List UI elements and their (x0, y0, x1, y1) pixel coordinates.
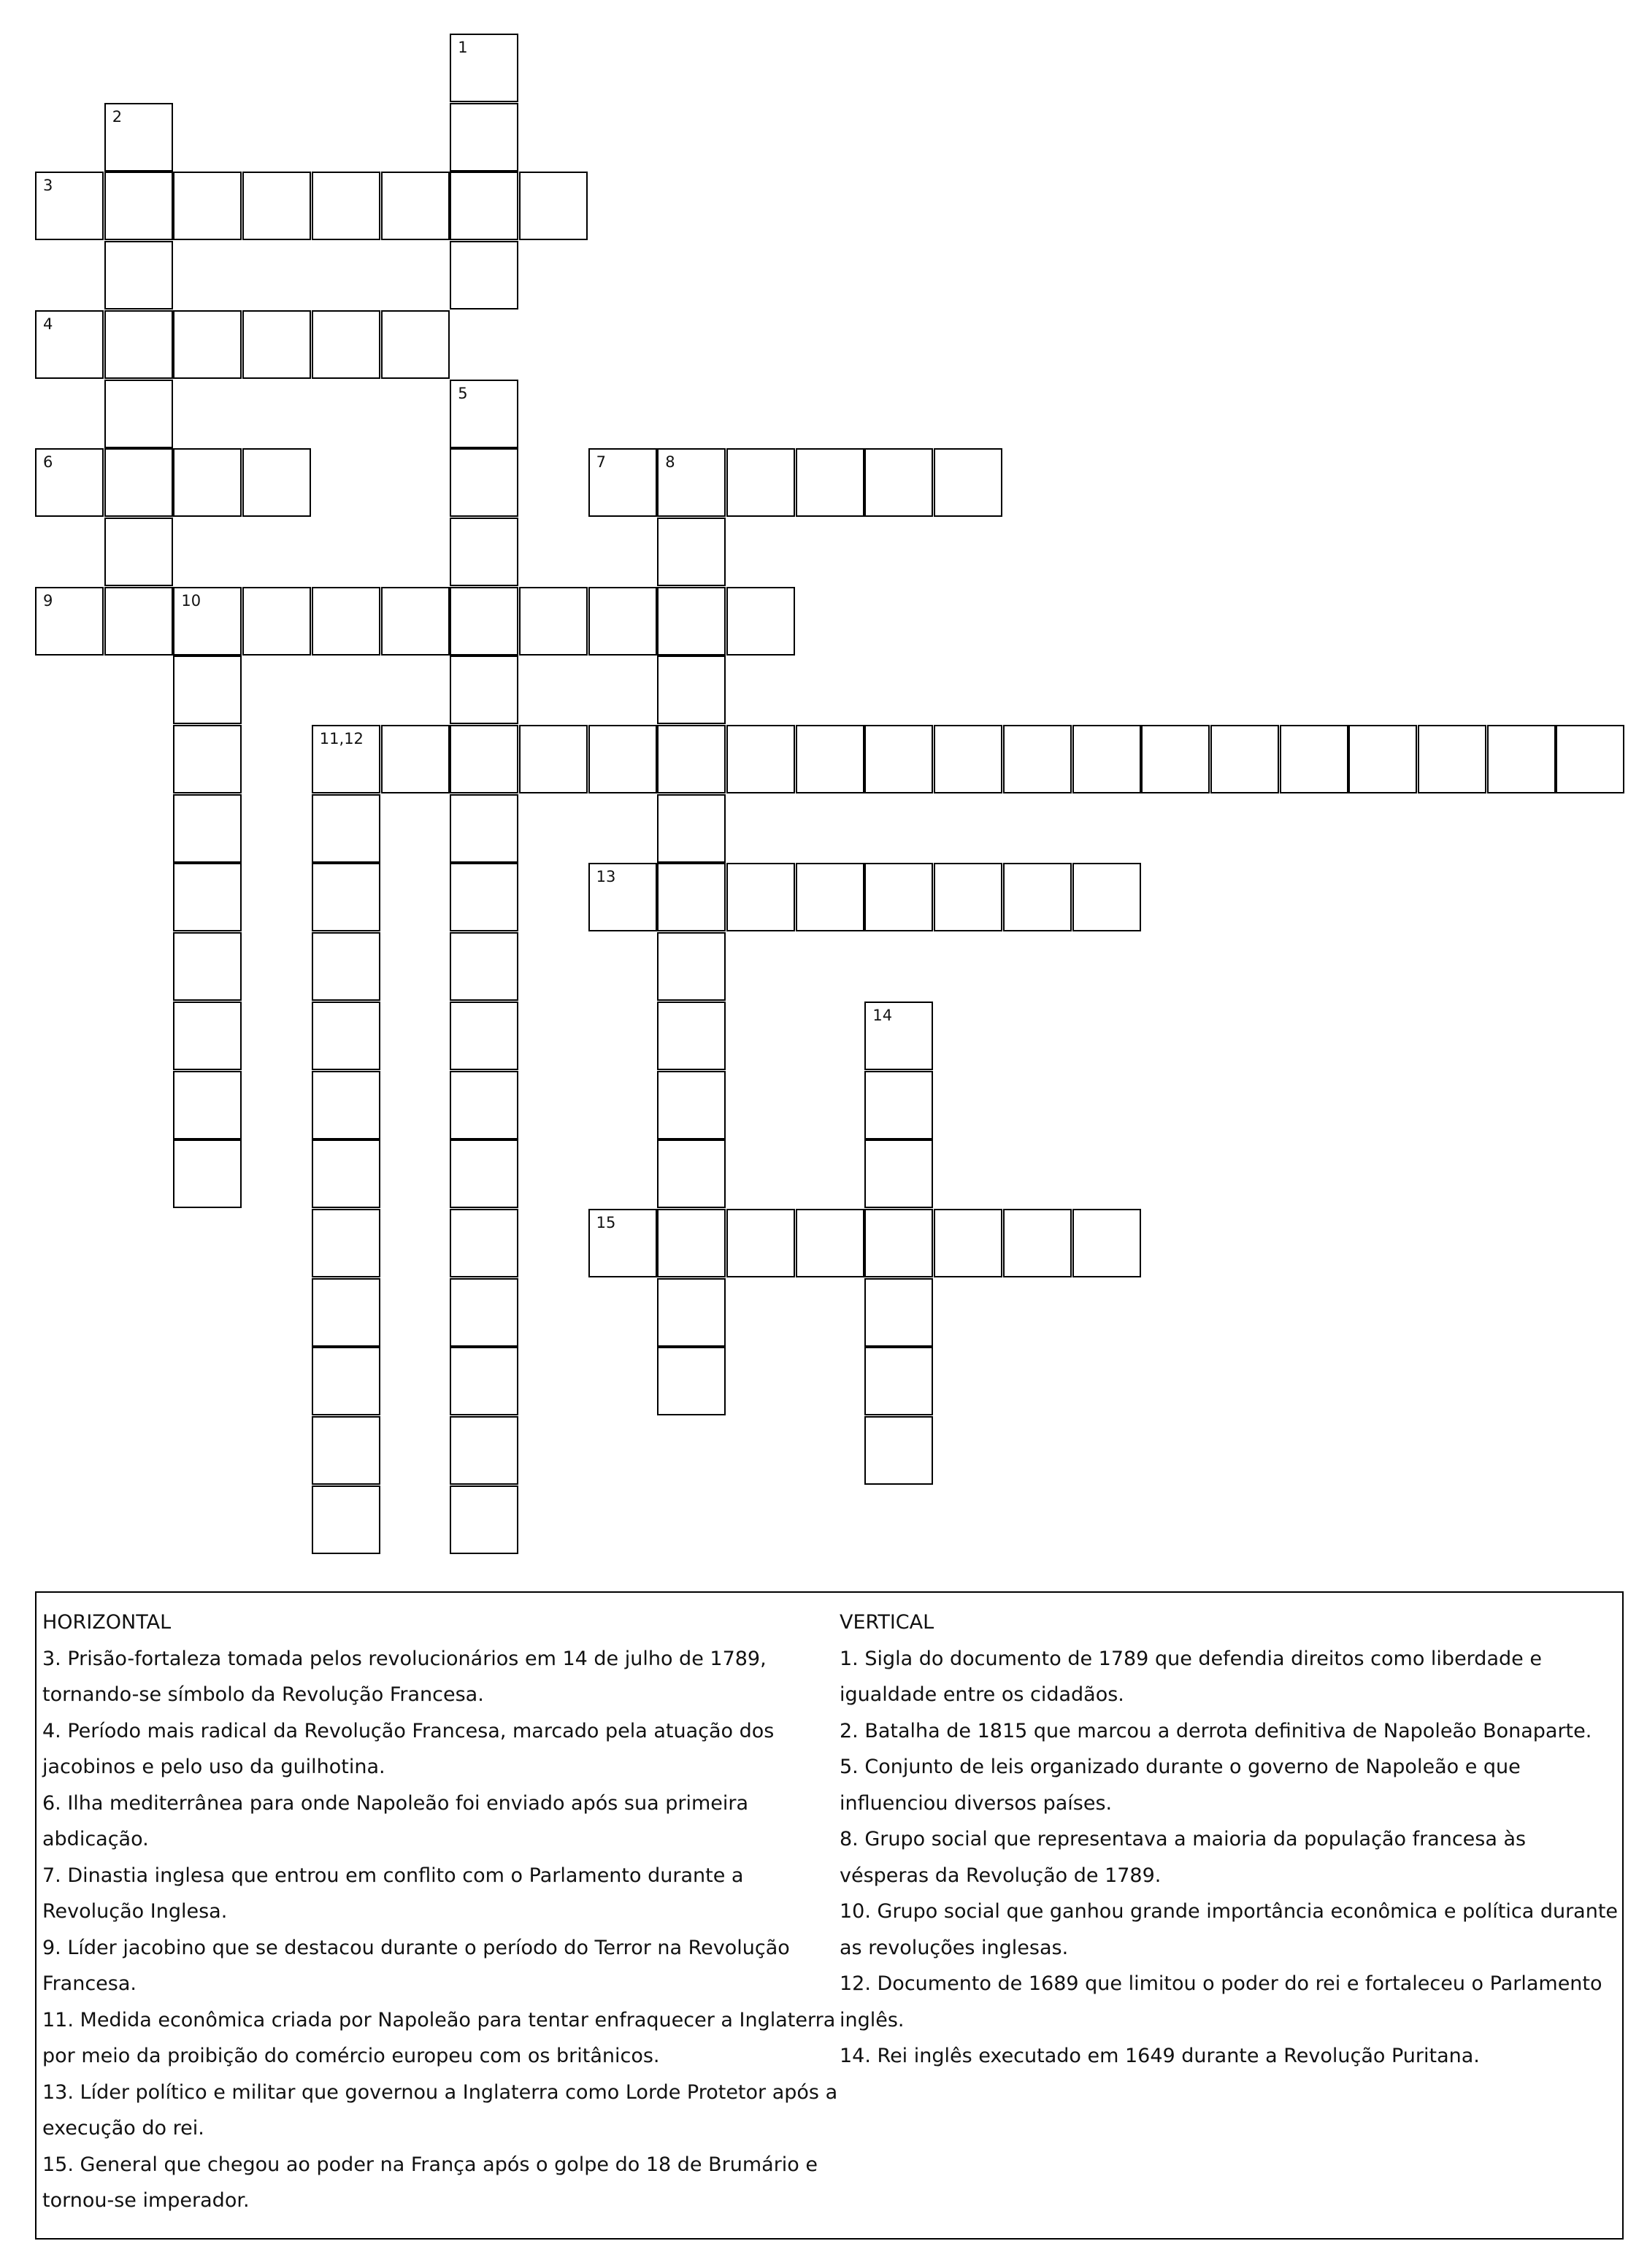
cell-input[interactable] (313, 864, 379, 930)
cell-input[interactable] (866, 726, 932, 792)
grid-cell[interactable] (1141, 725, 1210, 793)
clue-horizontal-7: 7. Dinastia inglesa que entrou em conflito com o Parlamento durante a Revolução Inglesa. (42, 1864, 744, 1923)
cell-input[interactable] (106, 450, 172, 515)
cell-input[interactable] (313, 1280, 379, 1345)
clue-vertical-1: 1. Sigla do documento de 1789 que defendia direitos como liberdade e igualdade entre os cidadãos. (840, 1647, 1542, 1706)
clue-vertical-8: 8. Grupo social que representava a maioria da população francesa às vésperas da Revolução de 1789. (840, 1828, 1527, 1887)
grid-cell[interactable] (104, 380, 173, 448)
clue-horizontal-6: 6. Ilha mediterrânea para onde Napoleão foi enviado após sua primeira abdicação. (42, 1791, 749, 1850)
clue-horizontal-4: 4. Período mais radical da Revolução Francesa, marcado pela atuação dos jacobinos e pelo uso da guilhotina. (42, 1719, 775, 1778)
cell-input[interactable] (451, 864, 517, 930)
grid-cell[interactable] (35, 587, 104, 656)
cell-input[interactable] (451, 173, 517, 239)
cell-input[interactable] (313, 173, 379, 239)
cell-input[interactable] (383, 726, 448, 792)
cell-input[interactable] (383, 312, 448, 377)
cell-input[interactable] (37, 173, 102, 239)
clue-number: 13 (596, 868, 616, 886)
cell-input[interactable] (728, 450, 794, 515)
grid-cell[interactable] (312, 1485, 380, 1554)
grid-cell[interactable] (450, 587, 518, 656)
grid-cell[interactable] (1072, 1209, 1141, 1277)
cell-input[interactable] (866, 1003, 932, 1069)
grid-cell[interactable] (104, 310, 173, 379)
grid-cell[interactable] (1487, 725, 1556, 793)
clue-horizontal-3: 3. Prisão-fortaleza tomada pelos revolucionários em 14 de julho de 1789, tornando-se símbolo da Revolução Francesa. (42, 1647, 767, 1706)
grid-cell[interactable] (657, 1209, 726, 1277)
cell-input[interactable] (1212, 726, 1278, 792)
cell-input[interactable] (313, 796, 379, 861)
cell-input[interactable] (451, 381, 517, 447)
grid-cell[interactable] (312, 863, 380, 931)
cell-input[interactable] (728, 588, 794, 654)
clue-number: 15 (596, 1213, 616, 1231)
cell-input[interactable] (313, 1210, 379, 1276)
cell-input[interactable] (590, 1210, 656, 1276)
cell-input[interactable] (174, 1072, 240, 1138)
cell-input[interactable] (590, 588, 656, 654)
cell-input[interactable] (313, 588, 379, 654)
grid-cell[interactable] (173, 1139, 242, 1208)
grid-cell[interactable] (1210, 725, 1279, 793)
cell-input[interactable] (866, 1072, 932, 1138)
grid-cell[interactable] (657, 863, 726, 931)
cell-input[interactable] (728, 726, 794, 792)
grid-cell[interactable] (312, 310, 380, 379)
grid-cell[interactable] (173, 172, 242, 240)
cell-input[interactable] (451, 796, 517, 861)
grid-cell[interactable] (1003, 863, 1072, 931)
grid-cell[interactable] (864, 725, 933, 793)
clue-vertical-10: 10. Grupo social que ganhou grande importância econômica e política durante as revoluções inglesas. (840, 1900, 1619, 1959)
grid-cell[interactable] (726, 863, 795, 931)
grid-cell[interactable] (312, 172, 380, 240)
cell-input[interactable] (659, 1072, 724, 1138)
grid-cell[interactable] (796, 448, 864, 517)
grid-cell[interactable] (934, 1209, 1002, 1277)
grid-cell[interactable] (312, 932, 380, 1001)
cell-input[interactable] (313, 1003, 379, 1069)
grid-cell[interactable] (1003, 1209, 1072, 1277)
grid-cell[interactable] (796, 725, 864, 793)
grid-cell[interactable] (450, 34, 518, 102)
grid-cell[interactable] (450, 725, 518, 793)
cell-input[interactable] (935, 864, 1001, 930)
grid-cell[interactable] (312, 1002, 380, 1070)
clue-number: 1 (458, 39, 468, 56)
cell-input[interactable] (37, 588, 102, 654)
cell-input[interactable] (244, 588, 310, 654)
grid-cell[interactable] (519, 725, 588, 793)
cell-input[interactable] (174, 173, 240, 239)
grid-cell[interactable] (934, 448, 1002, 517)
grid-cell[interactable] (381, 172, 450, 240)
cell-input[interactable] (659, 1210, 724, 1276)
grid-cell[interactable] (588, 448, 657, 517)
grid-cell[interactable] (450, 1278, 518, 1347)
cell-input[interactable] (1281, 726, 1347, 792)
cell-input[interactable] (797, 726, 863, 792)
grid-cell[interactable] (312, 794, 380, 863)
cell-input[interactable] (521, 588, 586, 654)
clue-number: 5 (458, 384, 468, 402)
grid-cell[interactable] (173, 725, 242, 793)
cell-input[interactable] (797, 864, 863, 930)
grid-cell[interactable] (450, 1071, 518, 1139)
grid-cell[interactable] (312, 725, 380, 793)
grid-cell[interactable] (657, 725, 726, 793)
grid-cell[interactable] (864, 1071, 933, 1139)
cell-input[interactable] (1350, 726, 1416, 792)
grid-cell[interactable] (934, 863, 1002, 931)
grid-cell[interactable] (242, 448, 311, 517)
grid-cell[interactable] (242, 172, 311, 240)
cell-input[interactable] (590, 450, 656, 515)
cell-input[interactable] (659, 726, 724, 792)
cell-input[interactable] (37, 312, 102, 377)
grid-cell[interactable] (1280, 725, 1348, 793)
grid-cell[interactable] (588, 863, 657, 931)
cell-input[interactable] (174, 450, 240, 515)
vertical-clues (840, 1604, 1621, 2075)
grid-cell[interactable] (381, 310, 450, 379)
cell-input[interactable] (797, 1210, 863, 1276)
cell-input[interactable] (106, 173, 172, 239)
cell-input[interactable] (728, 864, 794, 930)
cell-input[interactable] (174, 1003, 240, 1069)
grid-cell[interactable] (450, 1002, 518, 1070)
cell-input[interactable] (1419, 726, 1485, 792)
cell-input[interactable] (1557, 726, 1623, 792)
clues-box (35, 1591, 1624, 2240)
grid-cell[interactable] (864, 1416, 933, 1485)
cell-input[interactable] (1005, 1210, 1070, 1276)
grid-cell[interactable] (381, 587, 450, 656)
grid-cell[interactable] (173, 656, 242, 724)
grid-cell[interactable] (450, 448, 518, 517)
clue-number: 10 (181, 591, 201, 610)
cell-input[interactable] (174, 864, 240, 930)
cell-input[interactable] (659, 796, 724, 861)
grid-cell[interactable] (450, 1347, 518, 1415)
grid-cell[interactable] (242, 587, 311, 656)
cell-input[interactable] (866, 1210, 932, 1276)
cell-input[interactable] (451, 242, 517, 308)
grid-cell[interactable] (657, 1347, 726, 1415)
cell-input[interactable] (174, 657, 240, 723)
grid-cell[interactable] (657, 1139, 726, 1208)
cell-input[interactable] (935, 1210, 1001, 1276)
cell-input[interactable] (659, 864, 724, 930)
grid-cell[interactable] (104, 172, 173, 240)
cell-input[interactable] (1143, 726, 1208, 792)
grid-cell[interactable] (450, 656, 518, 724)
grid-cell[interactable] (796, 1209, 864, 1277)
grid-cell[interactable] (864, 1002, 933, 1070)
grid-cell[interactable] (450, 863, 518, 931)
vertical-title: VERTICAL (840, 1611, 934, 1634)
cell-input[interactable] (659, 1280, 724, 1345)
grid-cell[interactable] (35, 172, 104, 240)
grid-cell[interactable] (104, 448, 173, 517)
grid-cell[interactable] (312, 1209, 380, 1277)
cell-input[interactable] (106, 312, 172, 377)
grid-cell[interactable] (864, 863, 933, 931)
cell-input[interactable] (659, 1348, 724, 1414)
cell-input[interactable] (451, 1280, 517, 1345)
cell-input[interactable] (451, 104, 517, 170)
cell-input[interactable] (174, 934, 240, 999)
grid-cell[interactable] (104, 241, 173, 310)
cell-input[interactable] (451, 450, 517, 515)
clue-vertical-12: 12. Documento de 1689 que limitou o poder do rei e fortaleceu o Parlamento inglês. (840, 1972, 1602, 2031)
grid-cell[interactable] (173, 932, 242, 1001)
clue-number: 8 (665, 453, 675, 472)
cell-input[interactable] (866, 1348, 932, 1414)
cell-input[interactable] (451, 657, 517, 723)
cell-input[interactable] (174, 1141, 240, 1207)
grid-cell[interactable] (104, 518, 173, 586)
cell-input[interactable] (866, 1280, 932, 1345)
cell-input[interactable] (797, 450, 863, 515)
grid-cell[interactable] (35, 310, 104, 379)
clue-number: 6 (43, 453, 53, 472)
grid-cell[interactable] (450, 1485, 518, 1554)
cell-input[interactable] (451, 726, 517, 792)
grid-cell[interactable] (450, 518, 518, 586)
grid-cell[interactable] (1072, 863, 1141, 931)
cell-input[interactable] (313, 1348, 379, 1414)
cell-input[interactable] (244, 312, 310, 377)
cell-input[interactable] (521, 726, 586, 792)
grid-cell[interactable] (173, 863, 242, 931)
grid-cell[interactable] (450, 932, 518, 1001)
clue-horizontal-15: 15. General que chegou ao poder na França após o golpe do 18 de Brumário e tornou-se imperador. (42, 2153, 818, 2212)
cell-input[interactable] (313, 1141, 379, 1207)
grid-cell[interactable] (726, 725, 795, 793)
grid-cell[interactable] (312, 587, 380, 656)
grid-cell[interactable] (173, 310, 242, 379)
cell-input[interactable] (866, 450, 932, 515)
clue-horizontal-13: 13. Líder político e militar que governou a Inglaterra como Lorde Protetor após a execução do rei. (42, 2080, 838, 2140)
grid-cell[interactable] (450, 1416, 518, 1485)
grid-cell[interactable] (864, 448, 933, 517)
grid-cell[interactable] (588, 587, 657, 656)
cell-input[interactable] (451, 1210, 517, 1276)
cell-input[interactable] (451, 35, 517, 101)
cell-input[interactable] (313, 1072, 379, 1138)
grid-cell[interactable] (312, 1139, 380, 1208)
cell-input[interactable] (1074, 1210, 1140, 1276)
grid-cell[interactable] (173, 1002, 242, 1070)
cell-input[interactable] (1074, 864, 1140, 930)
grid-cell[interactable] (450, 103, 518, 172)
cell-input[interactable] (37, 450, 102, 515)
grid-cell[interactable] (104, 587, 173, 656)
cell-input[interactable] (659, 1003, 724, 1069)
grid-cell[interactable] (312, 1278, 380, 1347)
clue-horizontal-11: 11. Medida econômica criada por Napoleão para tentar enfraquecer a Inglaterra por meio da proibição do comércio europeu com os britânicos. (42, 2008, 836, 2067)
cell-input[interactable] (659, 657, 724, 723)
grid-cell[interactable] (726, 1209, 795, 1277)
grid-cell[interactable] (312, 1071, 380, 1139)
grid-cell[interactable] (864, 1347, 933, 1415)
clue-number: 14 (872, 1006, 893, 1024)
clue-vertical-14: 14. Rei inglês executado em 1649 durante a Revolução Puritana. (840, 2045, 1480, 2067)
cell-input[interactable] (383, 588, 448, 654)
grid-cell[interactable] (450, 1209, 518, 1277)
cell-input[interactable] (174, 588, 240, 654)
grid-cell[interactable] (657, 1002, 726, 1070)
cell-input[interactable] (451, 934, 517, 999)
grid-cell[interactable] (796, 863, 864, 931)
grid-cell[interactable] (726, 448, 795, 517)
cell-input[interactable] (590, 726, 656, 792)
grid-cell[interactable] (657, 448, 726, 517)
cell-input[interactable] (106, 588, 172, 654)
grid-cell[interactable] (934, 725, 1002, 793)
cell-input[interactable] (659, 450, 724, 515)
grid-cell[interactable] (1418, 725, 1486, 793)
cell-input[interactable] (313, 726, 379, 792)
grid-cell[interactable] (173, 794, 242, 863)
cell-input[interactable] (313, 934, 379, 999)
grid-cell[interactable] (173, 1071, 242, 1139)
grid-cell[interactable] (864, 1278, 933, 1347)
grid-cell[interactable] (657, 932, 726, 1001)
cell-input[interactable] (313, 1487, 379, 1553)
cell-input[interactable] (659, 934, 724, 999)
cell-input[interactable] (174, 312, 240, 377)
grid-cell[interactable] (312, 1347, 380, 1415)
grid-cell[interactable] (519, 587, 588, 656)
cell-input[interactable] (244, 450, 310, 515)
grid-cell[interactable] (381, 725, 450, 793)
clue-number: 7 (596, 453, 606, 472)
grid-cell[interactable] (1072, 725, 1141, 793)
grid-cell[interactable] (173, 587, 242, 656)
clue-number: 11,12 (319, 730, 364, 747)
cell-input[interactable] (451, 588, 517, 654)
grid-cell[interactable] (657, 587, 726, 656)
cell-input[interactable] (313, 312, 379, 377)
cell-input[interactable] (451, 1487, 517, 1553)
grid-cell[interactable] (1348, 725, 1417, 793)
cell-input[interactable] (174, 796, 240, 861)
cell-input[interactable] (106, 519, 172, 585)
cell-input[interactable] (451, 1072, 517, 1138)
cell-input[interactable] (106, 104, 172, 170)
cell-input[interactable] (659, 1141, 724, 1207)
grid-cell[interactable] (450, 241, 518, 310)
grid-cell[interactable] (450, 794, 518, 863)
grid-cell[interactable] (1003, 725, 1072, 793)
clue-number: 4 (43, 315, 53, 333)
grid-cell[interactable] (864, 1139, 933, 1208)
cell-input[interactable] (590, 864, 656, 930)
cell-input[interactable] (451, 1141, 517, 1207)
grid-cell[interactable] (588, 1209, 657, 1277)
grid-cell[interactable] (312, 1416, 380, 1485)
grid-cell[interactable] (726, 587, 795, 656)
cell-input[interactable] (935, 450, 1001, 515)
cell-input[interactable] (383, 173, 448, 239)
cell-input[interactable] (106, 242, 172, 308)
cell-input[interactable] (313, 1418, 379, 1483)
grid-cell[interactable] (35, 448, 104, 517)
grid-cell[interactable] (864, 1209, 933, 1277)
cell-input[interactable] (935, 726, 1001, 792)
grid-cell[interactable] (657, 794, 726, 863)
grid-cell[interactable] (242, 310, 311, 379)
grid-cell[interactable] (173, 448, 242, 517)
cell-input[interactable] (866, 864, 932, 930)
cell-input[interactable] (866, 1418, 932, 1483)
cell-input[interactable] (521, 173, 586, 239)
horizontal-title: HORIZONTAL (42, 1611, 172, 1634)
clue-number: 3 (43, 177, 53, 195)
cell-input[interactable] (659, 519, 724, 585)
cell-input[interactable] (659, 588, 724, 654)
cell-input[interactable] (1074, 726, 1140, 792)
horizontal-clues (42, 1604, 840, 2219)
grid-cell[interactable] (657, 1071, 726, 1139)
grid-cell[interactable] (450, 1139, 518, 1208)
cell-input[interactable] (728, 1210, 794, 1276)
clue-number: 2 (112, 107, 123, 126)
cell-input[interactable] (451, 1418, 517, 1483)
clue-vertical-2: 2. Batalha de 1815 que marcou a derrota definitiva de Napoleão Bonaparte. (840, 1719, 1592, 1742)
cell-input[interactable] (451, 519, 517, 585)
grid-cell[interactable] (519, 172, 588, 240)
grid-cell[interactable] (104, 103, 173, 172)
grid-cell[interactable] (657, 656, 726, 724)
grid-cell[interactable] (450, 380, 518, 448)
cell-input[interactable] (1005, 726, 1070, 792)
cell-input[interactable] (106, 381, 172, 447)
clue-horizontal-9: 9. Líder jacobino que se destacou durante o período do Terror na Revolução Francesa. (42, 1936, 790, 1995)
cell-input[interactable] (451, 1348, 517, 1414)
cell-input[interactable] (174, 726, 240, 792)
cell-input[interactable] (244, 173, 310, 239)
grid-cell[interactable] (657, 1278, 726, 1347)
grid-cell[interactable] (450, 172, 518, 240)
cell-input[interactable] (451, 1003, 517, 1069)
grid-cell[interactable] (1556, 725, 1624, 793)
cell-input[interactable] (866, 1141, 932, 1207)
clue-vertical-5: 5. Conjunto de leis organizado durante o governo de Napoleão e que influenciou diversos países. (840, 1756, 1521, 1815)
clue-number: 9 (43, 591, 53, 610)
cell-input[interactable] (1005, 864, 1070, 930)
cell-input[interactable] (1489, 726, 1554, 792)
grid-cell[interactable] (657, 518, 726, 586)
grid-cell[interactable] (588, 725, 657, 793)
